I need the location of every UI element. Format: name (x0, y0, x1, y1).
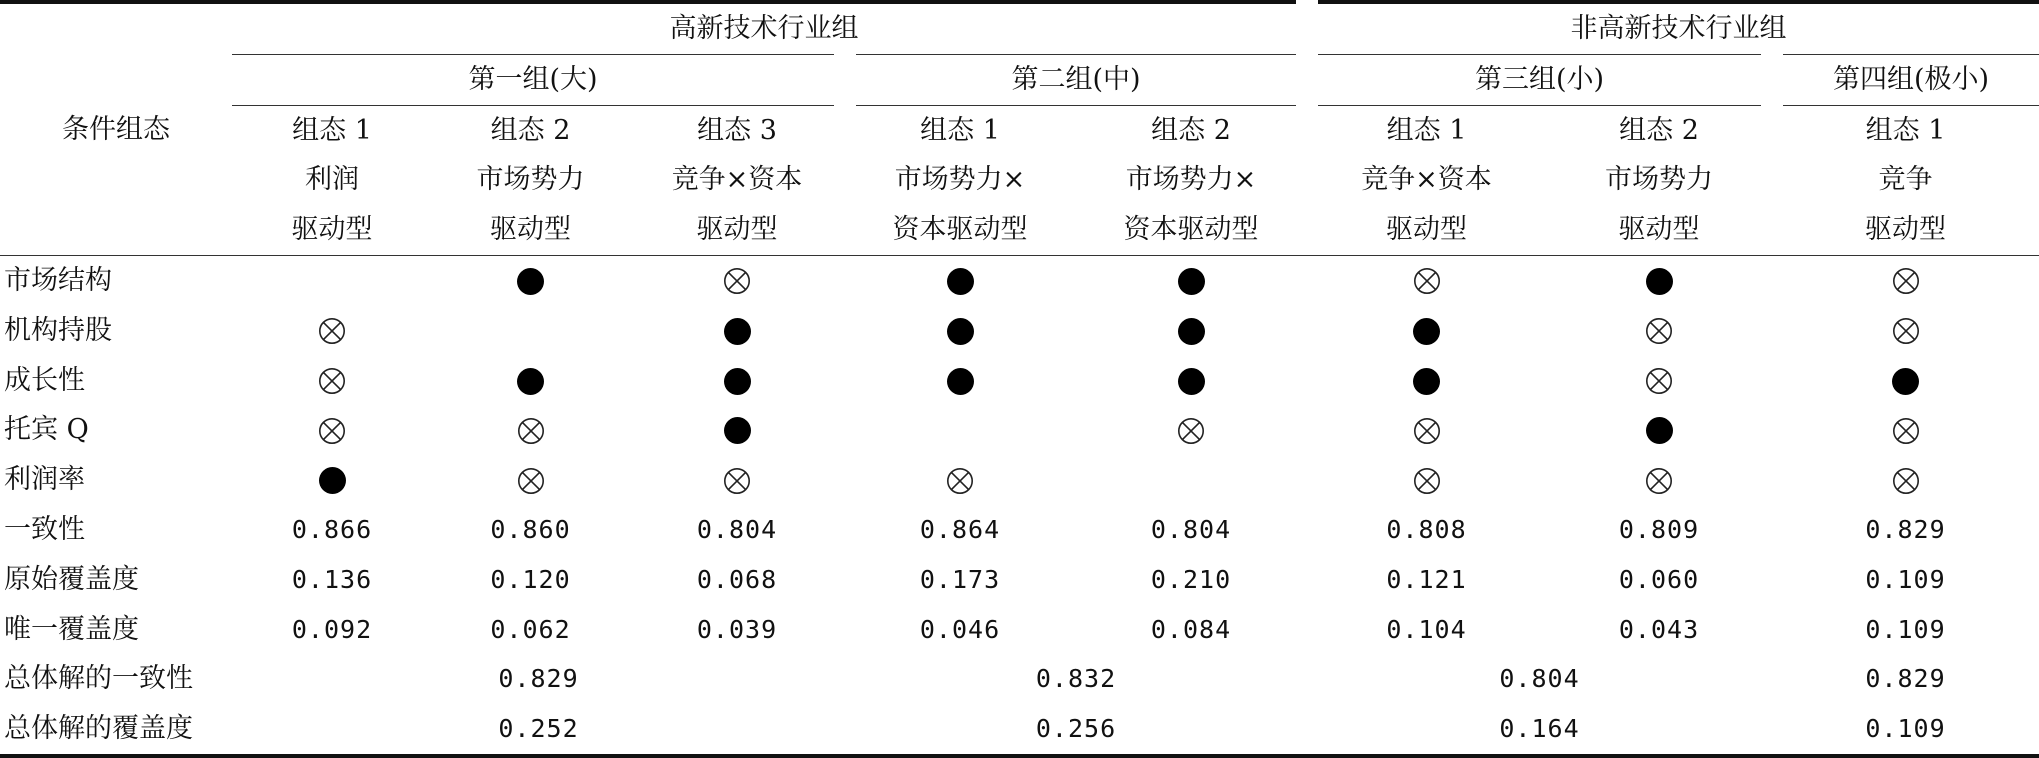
condition-cell (629, 405, 845, 455)
condition-absent-icon (723, 467, 751, 495)
condition-cell (1772, 405, 2039, 455)
metric-value: 0.864 (919, 514, 1001, 544)
overall-value: 0.256 (1035, 714, 1117, 744)
condition-cell (629, 255, 845, 305)
industry-group-non-high-tech: 非高新技术行业组 (1307, 2, 2039, 54)
condition-cell (1772, 455, 2039, 505)
condition-row (0, 455, 2039, 505)
condition-label: 利润率 (4, 464, 85, 496)
condition-cell (1772, 356, 2039, 406)
config-type: 竞争×资本 (1361, 164, 1492, 196)
config-type: 竞争×资本 (671, 164, 803, 196)
metric-value: 0.860 (490, 514, 571, 544)
metric-value: 0.210 (1150, 564, 1232, 594)
metric-value: 0.804 (1150, 514, 1232, 544)
condition-cell (1772, 255, 2039, 305)
condition-cell (1075, 405, 1307, 455)
metric-value: 0.092 (291, 614, 373, 644)
metric-value: 0.120 (490, 564, 571, 594)
condition-absent-icon (1645, 367, 1673, 395)
metric-value: 0.804 (696, 514, 778, 544)
config-type: 驱动型 (291, 214, 373, 246)
overall-value: 0.829 (498, 664, 579, 694)
metric-value: 0.039 (696, 614, 778, 644)
config-type: 驱动型 (1865, 214, 1947, 246)
metric-label: 原始覆盖度 (4, 563, 139, 595)
config-type: 市场势力× (894, 164, 1026, 196)
condition-row (0, 405, 2039, 455)
config-type: 驱动型 (1618, 214, 1700, 246)
metric-value: 0.829 (1865, 514, 1946, 544)
corner-label: 条件组态 (0, 2, 232, 255)
overall-value: 0.252 (498, 714, 579, 744)
condition-cell (1546, 356, 1772, 406)
overall-value: 0.164 (1499, 714, 1580, 744)
config-id: 组态 1 (1865, 114, 1946, 146)
industry-group-high-tech: 高新技术行业组 (232, 2, 1307, 54)
condition-absent-icon (1645, 317, 1673, 345)
condition-cell (629, 306, 845, 356)
config-type: 驱动型 (1386, 214, 1467, 246)
condition-cell (432, 455, 629, 505)
metric-value: 0.060 (1618, 564, 1700, 594)
condition-label: 机构持股 (4, 314, 112, 346)
overall-value: 0.109 (1865, 714, 1946, 744)
metric-value: 0.866 (291, 514, 373, 544)
condition-cell (1546, 405, 1772, 455)
config-id: 组态 2 (1151, 114, 1231, 146)
config-id: 组态 1 (1386, 114, 1467, 146)
config-id: 组态 2 (1619, 114, 1699, 146)
condition-row (0, 356, 2039, 406)
condition-row (0, 255, 2039, 305)
header-row-industry (0, 2, 2039, 54)
condition-absent-icon (318, 417, 346, 445)
condition-cell (232, 455, 432, 505)
core-condition-present-icon (947, 368, 974, 395)
condition-absent-icon (723, 267, 751, 295)
condition-cell (1307, 356, 1546, 406)
metric-value: 0.173 (919, 564, 1001, 594)
condition-absent-icon (1177, 417, 1205, 445)
condition-cell (232, 306, 432, 356)
config-id: 组态 2 (490, 114, 571, 146)
core-condition-present-icon (1178, 268, 1205, 295)
core-condition-present-icon (724, 368, 751, 395)
metric-value: 0.109 (1865, 614, 1946, 644)
metric-value: 0.808 (1386, 514, 1467, 544)
header-row-config-type-1 (0, 155, 2039, 205)
condition-cell (845, 455, 1075, 505)
core-condition-present-icon (1646, 417, 1673, 444)
metric-value: 0.121 (1386, 564, 1467, 594)
condition-absent-icon (1413, 267, 1441, 295)
overall-value: 0.829 (1865, 664, 1946, 694)
condition-cell (1075, 255, 1307, 305)
config-type: 市场势力 (1605, 164, 1713, 196)
condition-absent-icon (1892, 467, 1920, 495)
condition-cell (1307, 255, 1546, 305)
header-row-size (0, 54, 2039, 105)
condition-absent-icon (517, 417, 545, 445)
condition-cell (1307, 405, 1546, 455)
condition-cell (1546, 306, 1772, 356)
metric-row (0, 555, 2039, 605)
condition-cell (232, 405, 432, 455)
core-condition-present-icon (947, 268, 974, 295)
condition-cell (845, 405, 1075, 455)
core-condition-present-icon (1413, 368, 1440, 395)
size-group-3: 第三组(小) (1307, 54, 1772, 105)
overall-label: 总体解的一致性 (4, 663, 193, 695)
condition-cell (845, 255, 1075, 305)
condition-absent-icon (1892, 417, 1920, 445)
overall-label: 总体解的覆盖度 (4, 713, 193, 745)
condition-cell (845, 306, 1075, 356)
core-condition-present-icon (1646, 268, 1673, 295)
overall-value: 0.804 (1499, 664, 1580, 694)
condition-row (0, 306, 2039, 356)
core-condition-present-icon (724, 417, 751, 444)
condition-cell (629, 455, 845, 505)
config-type: 竞争 (1878, 164, 1933, 196)
condition-cell (232, 356, 432, 406)
condition-absent-icon (1892, 267, 1920, 295)
metric-value: 0.809 (1618, 514, 1700, 544)
config-type: 市场势力× (1125, 164, 1257, 196)
metric-row (0, 505, 2039, 555)
config-type: 驱动型 (490, 214, 571, 246)
metric-value: 0.046 (919, 614, 1001, 644)
condition-cell (1075, 306, 1307, 356)
overall-value: 0.832 (1035, 664, 1117, 694)
condition-absent-icon (318, 317, 346, 345)
condition-cell (432, 306, 629, 356)
size-group-2: 第二组(中) (845, 54, 1307, 105)
metric-value: 0.043 (1618, 614, 1700, 644)
config-id: 组态 1 (292, 114, 372, 146)
config-type: 驱动型 (696, 214, 778, 246)
condition-absent-icon (318, 367, 346, 395)
header-row-config-id (0, 105, 2039, 155)
metric-value: 0.068 (696, 564, 778, 594)
config-id: 组态 3 (697, 114, 777, 146)
config-type: 资本驱动型 (892, 214, 1028, 246)
condition-absent-icon (517, 467, 545, 495)
config-type: 资本驱动型 (1123, 214, 1259, 246)
condition-cell (232, 255, 432, 305)
condition-cell (1772, 306, 2039, 356)
config-id: 组态 1 (920, 114, 1000, 146)
condition-absent-icon (946, 467, 974, 495)
metric-label: 一致性 (4, 513, 85, 545)
core-condition-present-icon (1413, 318, 1440, 345)
condition-cell (1546, 455, 1772, 505)
core-condition-present-icon (947, 318, 974, 345)
config-type: 市场势力 (476, 164, 585, 196)
core-condition-present-icon (319, 467, 346, 494)
metric-value: 0.084 (1150, 614, 1232, 644)
condition-absent-icon (1892, 317, 1920, 345)
metric-label: 唯一覆盖度 (4, 613, 139, 645)
metric-value: 0.136 (291, 564, 373, 594)
metric-value: 0.104 (1386, 614, 1467, 644)
condition-absent-icon (1645, 467, 1673, 495)
overall-solution-row (0, 704, 2039, 756)
core-condition-present-icon (517, 268, 544, 295)
core-condition-present-icon (724, 318, 751, 345)
condition-cell (432, 405, 629, 455)
config-type: 利润 (305, 164, 359, 196)
core-condition-present-icon (1892, 368, 1919, 395)
metric-value: 0.109 (1865, 564, 1946, 594)
core-condition-present-icon (1178, 368, 1205, 395)
condition-cell (1075, 455, 1307, 505)
condition-label: 成长性 (4, 364, 85, 396)
condition-cell (1546, 255, 1772, 305)
condition-absent-icon (1413, 417, 1441, 445)
condition-cell (629, 356, 845, 406)
size-group-1: 第一组(大) (232, 54, 845, 105)
condition-cell (432, 356, 629, 406)
condition-cell (1307, 306, 1546, 356)
overall-solution-row (0, 654, 2039, 704)
condition-cell (1075, 356, 1307, 406)
condition-label: 市场结构 (4, 264, 112, 296)
condition-label: 托宾 Q (4, 414, 89, 446)
core-condition-present-icon (1178, 318, 1205, 345)
metric-value: 0.062 (490, 614, 571, 644)
metric-row (0, 605, 2039, 655)
condition-cell (845, 356, 1075, 406)
header-row-config-type-2 (0, 205, 2039, 255)
core-condition-present-icon (517, 368, 544, 395)
size-group-4: 第四组(极小) (1772, 54, 2039, 105)
condition-absent-icon (1413, 467, 1441, 495)
condition-cell (432, 255, 629, 305)
table-body (0, 2, 2039, 756)
condition-cell (1307, 455, 1546, 505)
